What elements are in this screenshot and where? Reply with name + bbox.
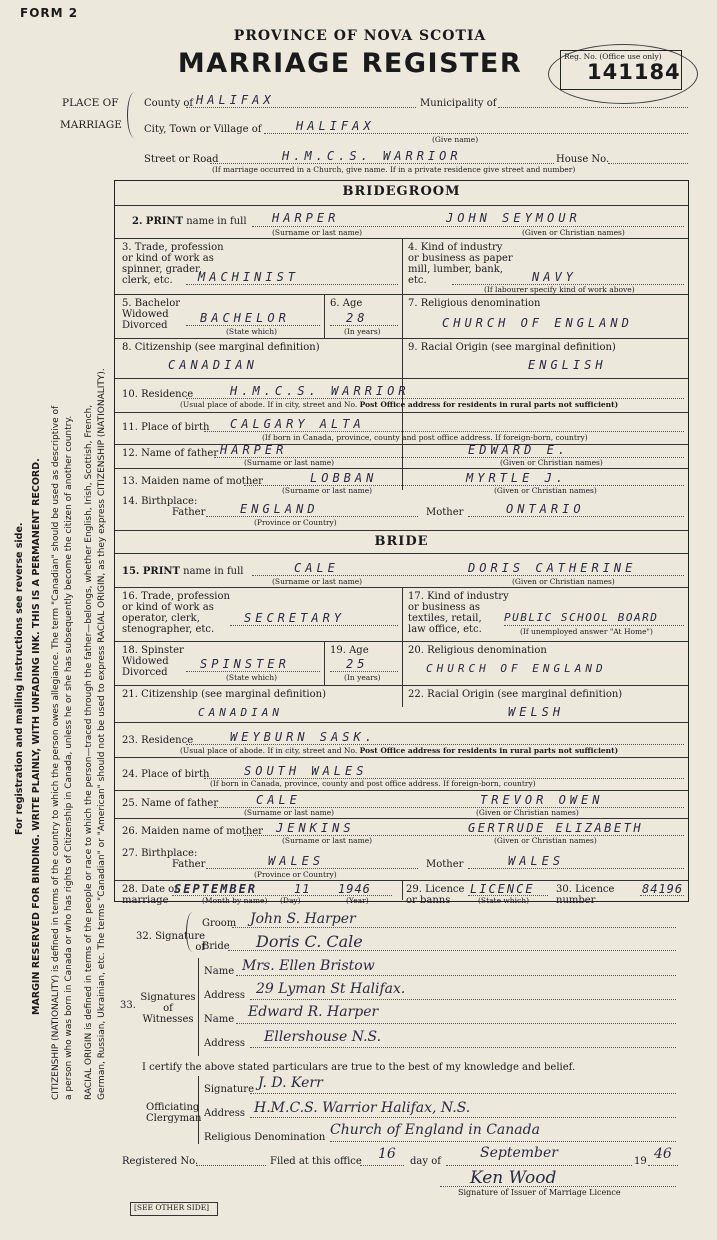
clergy-signature-label: Signature bbox=[204, 1084, 255, 1095]
groom-birthplace: CALGARY ALTA bbox=[230, 417, 365, 431]
f30-label: 30. Licence number bbox=[556, 884, 615, 906]
issuer-label: Signature of Issuer of Marriage Licence bbox=[458, 1188, 621, 1197]
bride-citizenship: CANADIAN bbox=[198, 706, 283, 719]
w2-address-label: Address bbox=[204, 1038, 245, 1049]
groom-mother-maiden-surname: LOBBAN bbox=[310, 471, 378, 485]
f12-given-sub: (Given or Christian names) bbox=[500, 458, 603, 467]
groom-mother-given: MYRTLE J. bbox=[466, 471, 568, 485]
f11-sub: (If born in Canada, province, county and post office address. If foreign-born, country) bbox=[262, 433, 588, 442]
f12-surname-sub: (Surname or last name) bbox=[244, 458, 335, 467]
year-sub: (Year) bbox=[346, 896, 369, 905]
house-no-line bbox=[608, 163, 688, 164]
w2-name-label: Name bbox=[204, 1014, 235, 1025]
f15-surname-sub: (Surname or last name) bbox=[272, 577, 363, 586]
officiating-label: Officiating Clergyman bbox=[146, 1102, 202, 1124]
reg-number-box bbox=[560, 50, 682, 90]
groom-age: 28 bbox=[346, 311, 369, 325]
witness1-address: 29 Lyman St Halifax. bbox=[256, 981, 406, 997]
bridegroom-heading: BRIDEGROOM bbox=[342, 184, 461, 199]
day-of-label: day of bbox=[410, 1156, 441, 1167]
w1-name-label: Name bbox=[204, 966, 235, 977]
issuer-signature: Ken Wood bbox=[470, 1168, 557, 1188]
bride-residence: WEYBURN SASK. bbox=[230, 730, 376, 744]
marriage-label: MARRIAGE bbox=[60, 119, 122, 131]
filed-label: Filed at this office bbox=[270, 1156, 362, 1167]
f4-sub: (If labourer specify kind of work above) bbox=[484, 285, 635, 294]
f23-sub: (Usual place of abode. If in city, street and No. bbox=[180, 746, 358, 755]
f25-surname-sub: (Surname or last name) bbox=[244, 808, 335, 817]
bride-age: 25 bbox=[346, 657, 369, 671]
margin-citizenship-def-2: a person who was born in Canada or who has rights of Citizenship in Canada, unless he or she has subsequently become the citizen of another country. bbox=[64, 415, 74, 1100]
groom-religion: CHURCH OF ENGLAND bbox=[442, 316, 633, 330]
f23-label: 23. Residence bbox=[122, 735, 194, 746]
bride-mother-birthplace: WALES bbox=[508, 854, 565, 868]
groom-status: BACHELOR bbox=[200, 311, 290, 325]
licence-number: 84196 bbox=[642, 882, 684, 896]
f24-label: 24. Place of birth bbox=[122, 769, 210, 780]
form-number: FORM 2 bbox=[20, 6, 79, 20]
certify-statement: I certify the above stated particulars are true to the best of my knowledge and belief. bbox=[142, 1062, 576, 1073]
see-other-side: [SEE OTHER SIDE] bbox=[134, 1203, 210, 1212]
f18-label: 18. Spinster Widowed Divorced bbox=[122, 645, 184, 678]
groom-racial-origin: ENGLISH bbox=[528, 358, 607, 372]
margin-instructions: For registration and mailing instructions see reverse side. bbox=[14, 522, 25, 835]
margin-binding-note: MARGIN RESERVED FOR BINDING. WRITE PLAINLY, WITH UNFADING INK. THIS IS A PERMANENT RECORD. bbox=[31, 458, 42, 1015]
given-sub: (Given or Christian names) bbox=[522, 228, 625, 237]
filed-day: 16 bbox=[378, 1146, 396, 1162]
witnesses-label: Signatures of Witnesses bbox=[140, 992, 196, 1025]
municipality-line bbox=[498, 107, 688, 108]
bride-racial-origin: WELSH bbox=[508, 705, 565, 719]
f13-label: 13. Maiden name of mother bbox=[122, 476, 263, 487]
county-line bbox=[186, 107, 416, 108]
witness2-name: Edward R. Harper bbox=[248, 1004, 379, 1020]
bride-father-birthplace: WALES bbox=[268, 854, 325, 868]
municipality-label: Municipality of bbox=[420, 98, 497, 109]
marriage-month: SEPTEMBER bbox=[174, 882, 258, 896]
groom-surname: HARPER bbox=[272, 211, 340, 225]
page-title: MARRIAGE REGISTER bbox=[177, 48, 523, 79]
f11-label: 11. Place of birth bbox=[122, 422, 210, 433]
county-label: County of bbox=[144, 98, 194, 109]
filed-year: 46 bbox=[654, 1146, 672, 1162]
f25-given-sub: (Given or Christian names) bbox=[476, 808, 579, 817]
clergy-address: H.M.C.S. Warrior Halifax, N.S. bbox=[254, 1100, 471, 1116]
groom-residence: H.M.C.S. WARRIOR bbox=[230, 384, 410, 398]
house-no-label: House No. bbox=[556, 154, 610, 165]
f14-label: 14. Birthplace: bbox=[122, 496, 198, 507]
marriage-year: 1946 bbox=[338, 882, 371, 896]
place-brace bbox=[127, 92, 142, 138]
month-sub: (Month by name) bbox=[202, 896, 268, 905]
reg-number: 141184 bbox=[587, 60, 681, 84]
f6-sub: (In years) bbox=[344, 327, 381, 336]
county-value: HALIFAX bbox=[196, 93, 275, 107]
f5-label: 5. Bachelor Widowed Divorced bbox=[122, 298, 180, 331]
province-heading: PROVINCE OF NOVA SCOTIA bbox=[233, 28, 487, 44]
registered-no-label: Registered No. bbox=[122, 1156, 199, 1167]
bride-signature: Doris C. Cale bbox=[256, 932, 363, 951]
f28-label: 28. Date of marriage bbox=[122, 884, 178, 906]
f33-label: 33. bbox=[120, 1000, 136, 1011]
groom-signature: John S. Harper bbox=[250, 911, 356, 927]
f27-label: 27. Birthplace: bbox=[122, 848, 198, 859]
give-name-note: (Give name) bbox=[432, 135, 479, 144]
f32-label: 32. Signature of bbox=[136, 931, 206, 953]
bride-mother-given: GERTRUDE ELIZABETH bbox=[468, 821, 644, 835]
groom-father-given: EDWARD E. bbox=[468, 443, 570, 457]
f20-label: 20. Religious denomination bbox=[408, 645, 547, 656]
margin-racial-def-2: German, Russian, Ukrainian, etc. The terms "Canadian" or "American" should not be used to express RACIAL ORIGIN, as they express CITIZENSHIP (NATIONALITY). bbox=[97, 368, 107, 1100]
reg-number-label: Reg. No. (Office use only) bbox=[564, 52, 662, 61]
clergy-address-label: Address bbox=[204, 1108, 245, 1119]
f27-mother-label: Mother bbox=[426, 859, 464, 870]
f14-father-label: Father bbox=[172, 507, 206, 518]
city-line bbox=[264, 133, 688, 134]
bride-religion: CHURCH OF ENGLAND bbox=[426, 662, 607, 675]
f21-label: 21. Citizenship (see marginal definition) bbox=[122, 689, 326, 700]
f15-given-sub: (Given or Christian names) bbox=[512, 577, 615, 586]
surname-sub: (Surname or last name) bbox=[272, 228, 363, 237]
f14-prov-sub: (Province or Country) bbox=[254, 518, 337, 527]
street-value: H.M.C.S. WARRIOR bbox=[282, 149, 462, 163]
groom-sig-label: Groom bbox=[202, 918, 237, 929]
f7-label: 7. Religious denomination bbox=[408, 298, 541, 309]
f26-surname-sub: (Surname or last name) bbox=[282, 836, 373, 845]
bride-status: SPINSTER bbox=[200, 657, 290, 671]
bride-surname: CALE bbox=[294, 561, 339, 575]
groom-given-names: JOHN SEYMOUR bbox=[446, 211, 581, 225]
f23-sub-bold: Post Office address for residents in rural parts not sufficient) bbox=[359, 746, 619, 755]
city-value: HALIFAX bbox=[296, 119, 375, 133]
f13-given-sub: (Given or Christian names) bbox=[494, 486, 597, 495]
groom-trade: MACHINIST bbox=[198, 270, 300, 284]
street-label: Street or Road bbox=[144, 154, 219, 165]
bride-given-names: DORIS CATHERINE bbox=[468, 561, 637, 575]
f3-label: 3. Trade, profession or kind of work as spinner, grader, clerk, etc. bbox=[122, 242, 224, 286]
marriage-day: 11 bbox=[294, 882, 311, 896]
clergy-signature: J. D. Kerr bbox=[258, 1075, 323, 1091]
f25-label: 25. Name of father bbox=[122, 798, 219, 809]
filed-year-prefix: 19 bbox=[634, 1156, 647, 1167]
f8-label: 8. Citizenship (see marginal definition) bbox=[122, 342, 320, 353]
bride-father-surname: CALE bbox=[256, 793, 301, 807]
bride-heading: BRIDE bbox=[374, 534, 429, 549]
filed-month: September bbox=[480, 1145, 558, 1161]
street-note: (If marriage occurred in a Church, give name. If in a private residence give street and number) bbox=[212, 165, 576, 174]
f14-mother-label: Mother bbox=[426, 507, 464, 518]
f17-label: 17. Kind of industry or business as textiles, retail, law office, etc. bbox=[408, 591, 509, 635]
f10-sub: (Usual place of abode. If in city, street and No. bbox=[180, 400, 358, 409]
clergy-denomination: Church of England in Canada bbox=[330, 1122, 540, 1138]
bride-industry: PUBLIC SCHOOL BOARD bbox=[504, 611, 659, 624]
f22-label: 22. Racial Origin (see marginal definition) bbox=[408, 689, 623, 700]
day-sub: (Day) bbox=[280, 896, 301, 905]
groom-industry: NAVY bbox=[532, 270, 577, 284]
f2-label: name in full bbox=[186, 216, 247, 227]
f29-label: 29. Licence or banns bbox=[406, 884, 465, 906]
f19-sub: (In years) bbox=[344, 673, 381, 682]
f29-sub: (State which) bbox=[478, 896, 529, 905]
f24-sub: (If born in Canada, province, county and post office address. If foreign-born, country) bbox=[210, 779, 536, 788]
f15-print-label: 15. PRINT bbox=[122, 566, 180, 577]
groom-citizenship: CANADIAN bbox=[168, 358, 258, 372]
f5-sub: (State which) bbox=[226, 327, 277, 336]
groom-father-birthplace: ENGLAND bbox=[240, 502, 319, 516]
bride-sig-label: Bride bbox=[202, 941, 230, 952]
groom-father-surname: HARPER bbox=[220, 443, 288, 457]
bride-trade: SECRETARY bbox=[244, 611, 346, 625]
witness2-address: Ellershouse N.S. bbox=[264, 1029, 382, 1045]
f9-label: 9. Racial Origin (see marginal definition) bbox=[408, 342, 616, 353]
f26-label: 26. Maiden name of mother bbox=[122, 826, 263, 837]
margin-citizenship-def-1: CITIZENSHIP (NATIONALITY) is defined in terms of the country to which the person owes allegiance. The term "Canadian" should be used as descriptive of bbox=[51, 405, 61, 1100]
f10-label: 10. Residence bbox=[122, 389, 194, 400]
f17-sub: (If unemployed answer "At Home") bbox=[520, 627, 653, 636]
f26-given-sub: (Given or Christian names) bbox=[494, 836, 597, 845]
f6-label: 6. Age bbox=[330, 298, 363, 309]
f18-sub: (State which) bbox=[226, 673, 277, 682]
bride-birthplace: SOUTH WALES bbox=[244, 764, 368, 778]
f19-label: 19. Age bbox=[330, 645, 369, 656]
city-label: City, Town or Village of bbox=[144, 124, 262, 135]
witness1-name: Mrs. Ellen Bristow bbox=[242, 958, 375, 974]
place-of-label: PLACE OF bbox=[62, 97, 119, 109]
f13-surname-sub: (Surname or last name) bbox=[282, 486, 373, 495]
f27-father-label: Father bbox=[172, 859, 206, 870]
bride-mother-maiden-surname: JENKINS bbox=[276, 821, 355, 835]
denomination-label: Religious Denomination bbox=[204, 1132, 326, 1143]
w1-address-label: Address bbox=[204, 990, 245, 1001]
f16-label: 16. Trade, profession or kind of work as operator, clerk, stenographer, etc. bbox=[122, 591, 230, 635]
f15-label: name in full bbox=[183, 566, 244, 577]
f2-print-label: 2. PRINT bbox=[132, 216, 184, 227]
margin-racial-def-1: RACIAL ORIGIN is defined in terms of the people or race to which the person—traced through the father—belongs, whether English, Irish, Scottish, French, bbox=[84, 404, 94, 1100]
f27-prov-sub: (Province or Country) bbox=[254, 870, 337, 879]
f4-label: 4. Kind of industry or business as paper mill, lumber, bank, etc. bbox=[408, 242, 513, 286]
street-line bbox=[210, 163, 554, 164]
licence-or-banns: LICENCE bbox=[470, 882, 535, 896]
groom-mother-birthplace: ONTARIO bbox=[506, 502, 585, 516]
f10-sub-bold: Post Office address for residents in rural parts not sufficient) bbox=[359, 400, 619, 409]
bride-father-given: TREVOR OWEN bbox=[480, 793, 604, 807]
f12-label: 12. Name of father bbox=[122, 448, 219, 459]
